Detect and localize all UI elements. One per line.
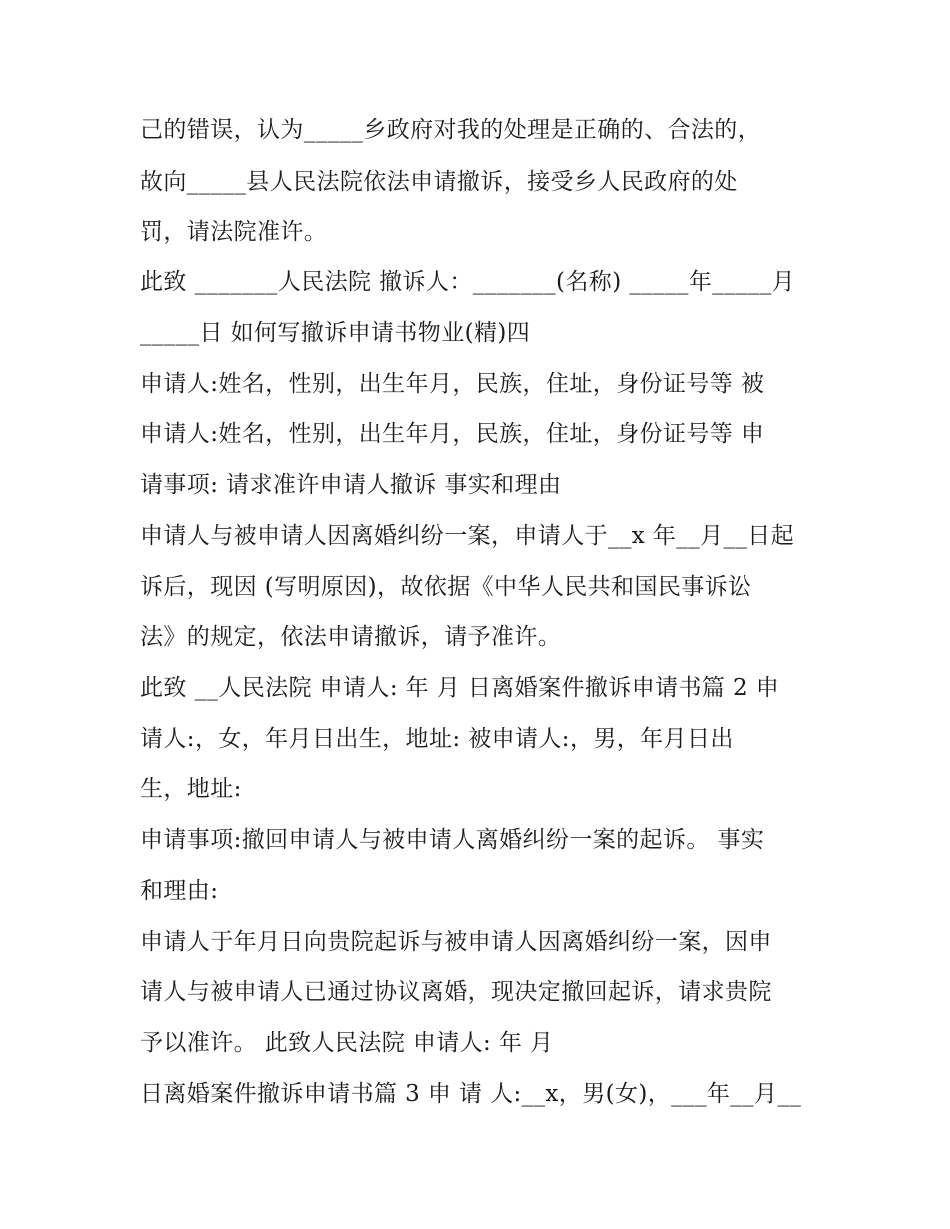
text-line: 罚，请法院准许。 (140, 219, 328, 245)
text-line: 予以准许。 此致人民法院 申请人: 年 月 (140, 1030, 554, 1056)
text-line: 请人:，女，年月日出生，地址: 被申请人:，男，年月日出 (140, 726, 734, 752)
text-line: 申请人:姓名，性别，出生年月，民族，住址，身份证号等 申 (140, 421, 765, 447)
text-line: 请事项: 请求准许申请人撤诉 事实和理由 (140, 472, 562, 498)
text-line: 诉后，现因 (写明原因)，故依据《中华人民共和国民事诉讼 (140, 574, 752, 600)
text-line: 和理由: (140, 878, 219, 904)
text-line: 生，地址: (140, 776, 242, 802)
text-line: 申请人于年月日向贵院起诉与被申请人因离婚纠纷一案，因申 (140, 929, 772, 955)
text-line: 申请人:姓名，性别，出生年月，民族，住址，身份证号等 被 (140, 371, 765, 397)
text-line: 此致 _______人民法院 撤诉人：_______(名称) _____年_____月 (140, 269, 796, 295)
text-line: _____日 如何写撤诉申请书物业(精)四 (140, 320, 531, 346)
text-line: 日离婚案件撤诉申请书篇 3 申 请 人:__x，男(女)，___年__月__ (140, 1081, 802, 1107)
text-line: 法》的规定，依法申请撤诉，请予准许。 (140, 624, 562, 650)
text-line: 请人与被申请人已通过协议离婚，现决定撤回起诉，请求贵院 (140, 979, 772, 1005)
text-line: 故向_____县人民法院依法申请撤诉，接受乡人民政府的处 (140, 169, 738, 195)
text-line: 此致 __人民法院 申请人: 年 月 日离婚案件撤诉申请书篇 2 申 (140, 675, 780, 701)
text-line: 申请事项:撤回申请人与被申请人离婚纠纷一案的起诉。 事实 (140, 827, 765, 853)
text-line: 己的错误，认为_____乡政府对我的处理是正确的、合法的， (140, 117, 762, 143)
text-line: 申请人与被申请人因离婚纠纷一案，申请人于__x 年__月__日起 (140, 523, 795, 549)
